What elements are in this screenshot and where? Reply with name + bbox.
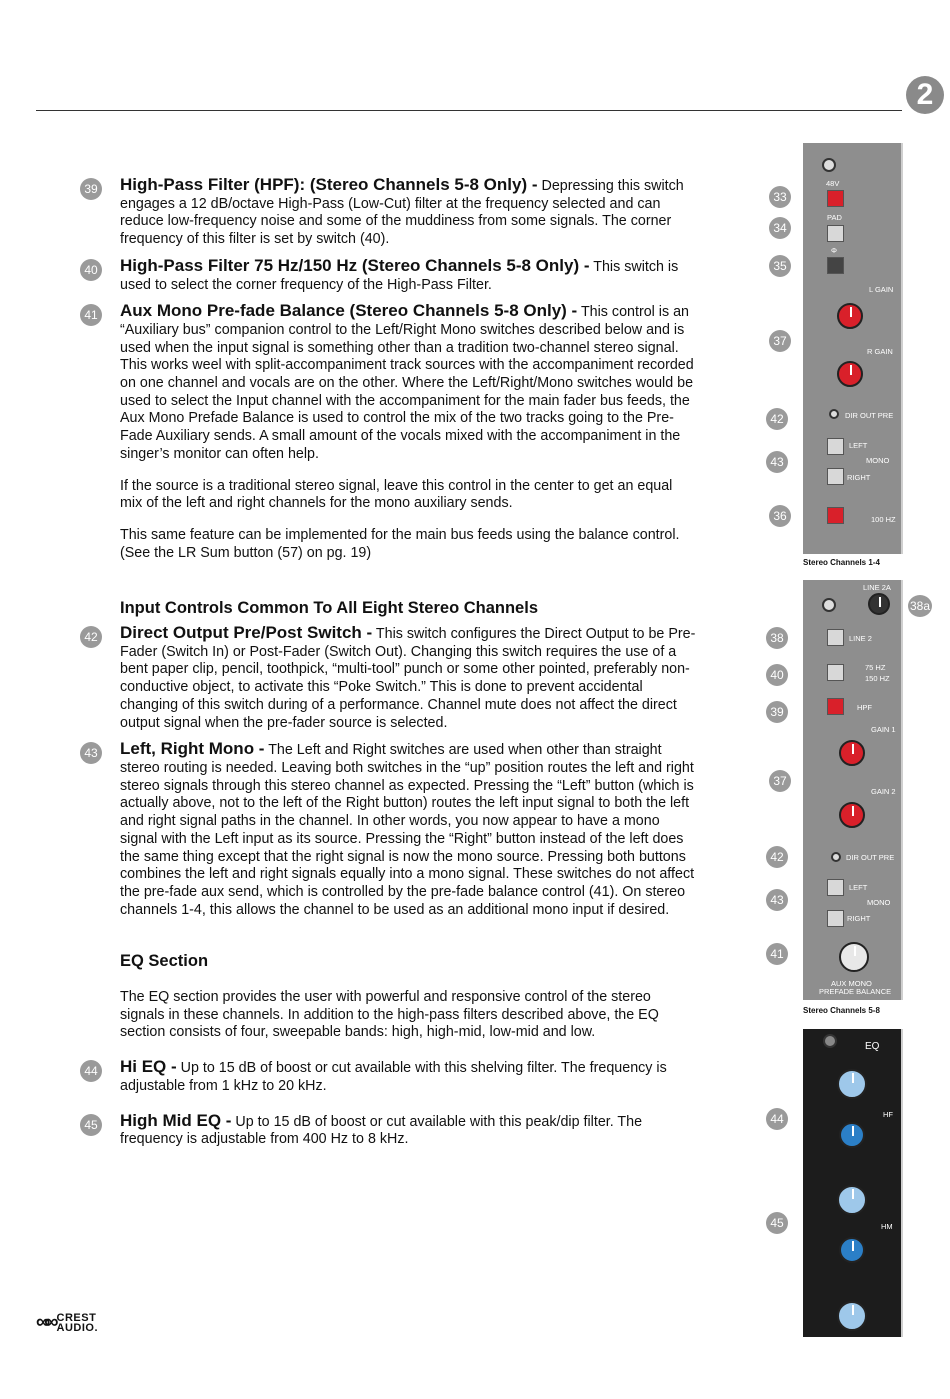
knob-line-2a[interactable] bbox=[868, 593, 890, 615]
label-eq: EQ bbox=[865, 1041, 880, 1052]
button-left[interactable] bbox=[827, 438, 844, 455]
logo-mark-icon: ∞∞ bbox=[36, 1311, 53, 1333]
knob-hm-gain[interactable] bbox=[839, 1237, 865, 1263]
panel-stereo-channels-5-8 bbox=[803, 580, 903, 1000]
button-48v[interactable] bbox=[827, 190, 844, 207]
item-hi-eq bbox=[84, 1057, 698, 1095]
item-text: Up to 15 dB of boost or cut available with this peak/dip filter. The frequency is adjustable from 400 Hz to 8 kHz. bbox=[120, 1113, 643, 1148]
callout-number: 44 bbox=[80, 1060, 102, 1082]
panel-eq bbox=[803, 1029, 903, 1337]
callout-number: 39 bbox=[80, 178, 102, 200]
item-text: Depressing this switch engages a 12 dB/octave High-Pass (Low-Cut) filter at the frequency selected and can reduce low-frequency noise and some of the muddiness from some signals. The corner frequency of this filter is set by switch (40). bbox=[120, 178, 684, 248]
side-callout: 38 bbox=[766, 627, 788, 649]
item-hpf bbox=[84, 175, 698, 249]
side-callout: 39 bbox=[766, 701, 788, 723]
label-prefade-balance: PREFADE BALANCE bbox=[819, 987, 892, 996]
label-100hz: 100 HZ bbox=[871, 515, 896, 524]
crest-audio-logo bbox=[36, 1311, 98, 1334]
knob-lm-freq[interactable] bbox=[837, 1301, 867, 1331]
side-callout: 40 bbox=[766, 664, 788, 686]
heading-common: Input Controls Common To All Eight Stereo Channels bbox=[120, 599, 538, 618]
chapter-number-badge: 2 bbox=[906, 76, 944, 114]
label-left: LEFT bbox=[849, 441, 868, 450]
caption-panel-1: Stereo Channels 1-4 bbox=[803, 558, 880, 567]
panel-stereo-channels-1-4 bbox=[803, 143, 903, 554]
item-high-mid-eq bbox=[84, 1110, 698, 1149]
callout-number: 42 bbox=[80, 626, 102, 648]
item-direct-output bbox=[84, 623, 698, 732]
item-title: Aux Mono Pre-fade Balance (Stereo Channels 5-8 Only) - bbox=[120, 301, 578, 321]
button-pad[interactable] bbox=[827, 225, 844, 242]
poke-switch-icon[interactable] bbox=[831, 852, 841, 862]
item-hpf-freq bbox=[84, 255, 698, 294]
side-callout: 37 bbox=[769, 770, 791, 792]
side-callout: 43 bbox=[766, 451, 788, 473]
button-hpf[interactable] bbox=[827, 698, 844, 715]
label-mono: MONO bbox=[867, 898, 891, 907]
button-phase[interactable] bbox=[827, 257, 844, 274]
side-callout: 44 bbox=[766, 1108, 788, 1130]
side-callout: 34 bbox=[769, 217, 791, 239]
item-text: The Left and Right switches are used when other than straight stereo routing is needed. Leaving both switches in the “up” position routes the left and right stereo signals through this stereo channel as expected. Pressing the “Left” button (which is actually above, not to the left of the Right button) routes the left input signal to both the left and right signal paths in the channel. In other words, you now appear to have a mono signal with the Left input as its source. Pressing the “Right” button instead of the left does the same thing except that the right signal is now the mono source. Pressing both buttons combines the left and right signals equally into a mono signal. These switches do not affect the pre-fade aux send, which is controlled by the pre-fade balance control (41). On stereo channels 1-4, this allows the channel to be used as an additional mono input if desired. bbox=[120, 742, 695, 918]
label-dir-out: DIR OUT PRE bbox=[845, 411, 894, 420]
label-right: RIGHT bbox=[847, 914, 871, 923]
item-aux-mono bbox=[84, 301, 698, 463]
label-line-2a: LINE 2A bbox=[863, 583, 891, 592]
button-right[interactable] bbox=[827, 468, 844, 485]
label-l-gain: L GAIN bbox=[869, 285, 894, 294]
callout-number: 45 bbox=[80, 1114, 102, 1136]
heading-eq: EQ Section bbox=[120, 952, 209, 971]
side-callout: 42 bbox=[766, 408, 788, 430]
item-text: This switch is used to select the corner frequency of the High-Pass Filter. bbox=[120, 258, 679, 293]
button-left[interactable] bbox=[827, 879, 844, 896]
label-75hz: 75 HZ bbox=[865, 663, 886, 672]
side-callout: 38a bbox=[908, 595, 932, 617]
item-title: Direct Output Pre/Post Switch - bbox=[120, 623, 373, 643]
label-right: RIGHT bbox=[847, 473, 871, 482]
side-callout: 43 bbox=[766, 889, 788, 911]
knob-gain-2[interactable] bbox=[839, 802, 865, 828]
knob-aux-mono-balance[interactable] bbox=[839, 942, 869, 972]
side-callout: 42 bbox=[766, 846, 788, 868]
logo-line1: CREST bbox=[56, 1311, 97, 1324]
side-callout: 41 bbox=[766, 943, 788, 965]
side-callout: 35 bbox=[769, 255, 791, 277]
callout-number: 40 bbox=[80, 259, 102, 281]
label-r-gain: R GAIN bbox=[867, 347, 893, 356]
callout-number: 43 bbox=[80, 742, 102, 764]
knob-hf-gain[interactable] bbox=[839, 1122, 865, 1148]
label-hpf: HPF bbox=[857, 703, 872, 712]
header-rule bbox=[36, 110, 902, 111]
knob-hf-freq[interactable] bbox=[837, 1069, 867, 1099]
label-150hz: 150 HZ bbox=[865, 674, 890, 683]
knob-hm-freq[interactable] bbox=[837, 1185, 867, 1215]
input-jack-icon bbox=[822, 598, 836, 612]
label-hf: HF bbox=[883, 1110, 893, 1119]
side-callout: 37 bbox=[769, 330, 791, 352]
callout-number: 41 bbox=[80, 304, 102, 326]
item-text: This control is an “Auxiliary bus” companion control to the Left/Right Mono switches described below and is used when the input signal is something other than a tradition two-channel stereo signal. This works weel with split-accompaniment track sources with the accompaniment recorded on one channel and vocals are on the other. Where the Left/Right/Mono switches would be used to select the Input channel with the accompaniment for the main fader bus feeds, the Aux Mono Prefade Balance is used to control the mix of the two tracks going to the Pre-Fade Auxiliary sends. A small amount of the vocals mixed with the accompaniment in the singer’s monitor can often help. bbox=[120, 304, 694, 462]
button-right[interactable] bbox=[827, 910, 844, 927]
poke-switch-icon[interactable] bbox=[829, 409, 839, 419]
paragraph-feature: This same feature can be implemented for the main bus feeds using the balance control. (See the LR Sum button (57) on pg. 19) bbox=[120, 526, 680, 561]
knob-r-gain[interactable] bbox=[837, 361, 863, 387]
input-jack-icon bbox=[823, 1034, 837, 1048]
label-hm: HM bbox=[881, 1222, 893, 1231]
button-100hz[interactable] bbox=[827, 507, 844, 524]
item-text: Up to 15 dB of boost or cut available with this shelving filter. The frequency is adjustable from 1 kHz to 20 kHz. bbox=[120, 1060, 667, 1094]
knob-l-gain[interactable] bbox=[837, 303, 863, 329]
label-aux-mono: AUX MONO bbox=[831, 979, 872, 988]
paragraph-eq: The EQ section provides the user with powerful and responsive control of the stereo signals in these channels. In addition to the high-pass filters described above, the EQ section consists of four, sweepable bands: high, high-mid, low-mid and low. bbox=[120, 989, 659, 1041]
item-title: Hi EQ - bbox=[120, 1057, 177, 1077]
label-dir-out: DIR OUT PRE bbox=[846, 853, 895, 862]
caption-panel-2: Stereo Channels 5-8 bbox=[803, 1006, 880, 1015]
side-callout: 33 bbox=[769, 186, 791, 208]
logo-line2: AUDIO. bbox=[56, 1321, 99, 1334]
label-mono: MONO bbox=[866, 456, 890, 465]
label-left: LEFT bbox=[849, 883, 868, 892]
main-text-column bbox=[84, 175, 698, 1157]
item-title: High-Pass Filter 75 Hz/150 Hz (Stereo Channels 5-8 Only) - bbox=[120, 255, 590, 275]
side-callout: 36 bbox=[769, 505, 791, 527]
item-text: This switch configures the Direct Output to be Pre-Fader (Switch In) or Post-Fader (Switch Out). Changing this switch requires the use of a bent paper clip, pencil, toothpick, “multi-tool” punch or some other pointed, preferably non-conductive object, to activate this “Poke Switch.” This is done to prevent accidental changing of this switch during of a performance. Channel mute does not affect the direct output signal when the pre-fader source is selected. bbox=[120, 626, 696, 731]
label-pad: PAD bbox=[827, 213, 842, 222]
item-title: Left, Right Mono - bbox=[120, 739, 265, 759]
button-hpf-freq[interactable] bbox=[827, 664, 844, 681]
button-line-2[interactable] bbox=[827, 629, 844, 646]
item-title: High Mid EQ - bbox=[120, 1110, 232, 1130]
label-48v: 48V bbox=[826, 179, 840, 188]
label-line-2: LINE 2 bbox=[849, 634, 872, 643]
item-left-right-mono bbox=[84, 739, 698, 919]
label-gain-1: GAIN 1 bbox=[871, 725, 896, 734]
item-title: High-Pass Filter (HPF): (Stereo Channels 5-8 Only) - bbox=[120, 175, 538, 194]
input-jack-icon bbox=[822, 158, 836, 172]
label-gain-2: GAIN 2 bbox=[871, 787, 896, 796]
label-phase: Φ bbox=[831, 246, 837, 255]
paragraph-stereo: If the source is a traditional stereo signal, leave this control in the center to get an equal mix of the left and right channels for the mono auxiliary sends. bbox=[120, 477, 673, 512]
knob-gain-1[interactable] bbox=[839, 740, 865, 766]
side-callout: 45 bbox=[766, 1212, 788, 1234]
